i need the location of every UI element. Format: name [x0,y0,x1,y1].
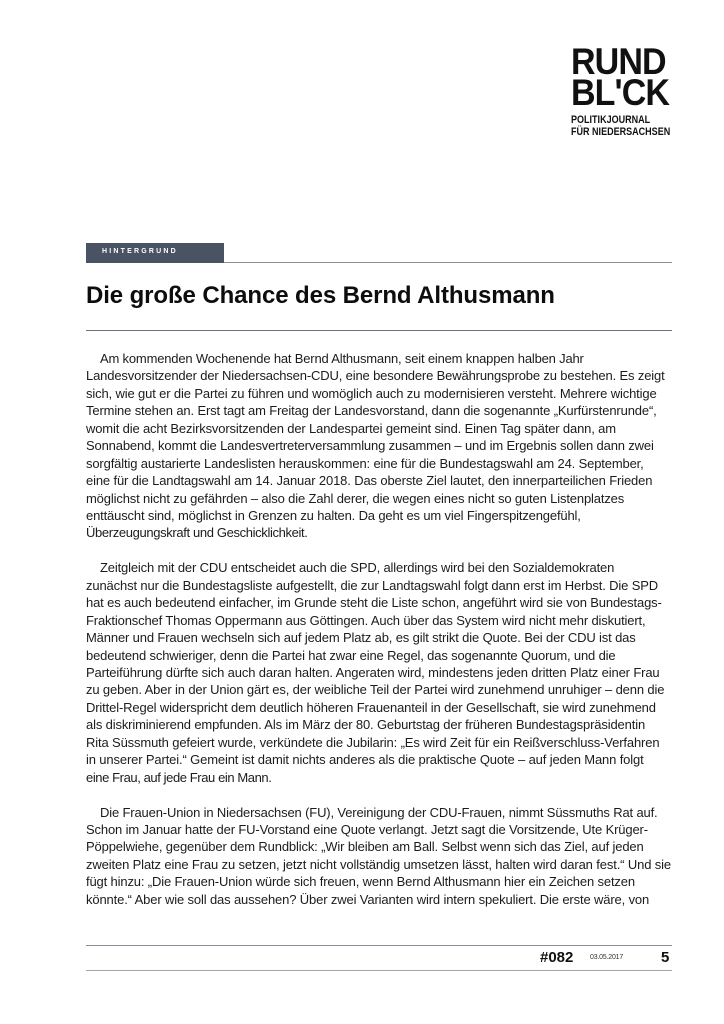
section-label: HINTERGRUND [102,248,178,255]
paragraph-line: in unserer Partei.“ Gemeint ist damit nichts anderes als die praktische Quote – auf jeden Mann folgt [86,752,644,768]
paragraph-line: Fraktionschef Thomas Oppermann aus Göttingen. Auch über das System wird nicht mehr diskutiert, [86,612,646,628]
paragraph-line: Parteiführung dürfte sich auch daran halten. Angeraten wird, mindestens jeden dritten Platz einer Frau [86,664,660,680]
section-label-bar [86,243,224,263]
paragraph-line: könnte.“ Aber wie soll das aussehen? Über zwei Varianten wird intern spekuliert. Die erste wäre, von [86,891,650,907]
paragraph-line: womit die acht Bezirksvorsitzenden der Landespartei gemeint sind. Einen Tag später dann, am [86,420,616,436]
section-divider [224,262,672,263]
paragraph-line: Sonnabend, kommt die Landesvertreterversammlung zusammen – und im Ergebnis sollen dann zwei [86,438,654,454]
title-divider [86,330,672,331]
paragraph-line: bedeutend schwieriger, denn die Partei hat zwar eine Regel, das sogenannte Quorum, und die [86,647,616,663]
paragraph-line: Pöppelwiehe, gegenüber dem Rundblick: „Wir bleiben am Ball. Selbst wenn sich das Ziel, auf jeden [86,839,644,855]
paragraph-line: möglichst nicht zu gefährden – also die Zahl derer, die wegen eines nicht so guten Listenplatzes [86,490,625,506]
paragraph-line: enttäuscht sind, möglichst in Grenzen zu halten. Da geht es um viel Fingerspitzengefühl, [86,507,581,523]
paragraph-line: Männer und Frauen wechseln sich auf jedem Platz ab, es gilt strikt die Quote. Bei der CDU ist das [86,630,636,646]
paragraph-line: Die Frauen-Union in Niedersachsen (FU), Vereinigung der CDU-Frauen, nimmt Süssmuths Rat auf. [100,804,658,820]
paragraph-line: Landesvorsitzender der Niedersachsen-CDU, eine besondere Bewährungsprobe zu bestehen. Es zeigt [86,368,665,384]
paragraph-line: Am kommenden Wochenende hat Bernd Althusmann, seit einem knappen halben Jahr [100,351,584,366]
paragraph [86,350,686,542]
logo-subtitle-2: FÜR NIEDERSACHSEN [571,126,671,138]
paragraph-line: Termine stehen an. Erst tagt am Freitag der Landesvorstand, dann die sogenannte „Kurfürstenrunde“, [86,403,657,419]
logo-word-blick: BL'CK [571,72,670,113]
issue-number: #082 [540,949,574,966]
paragraph-line: Drittel-Regel widerspricht dem deutlich höheren Frauenanteil in der Gesellschaft, sie wird zunehmend [86,699,656,715]
paragraph-line: eine für die Landtagswahl am 14. Januar 2018. Das oberste Ziel lautet, den innerparteilichen Frieden [86,473,653,489]
issue-date: 03.05.2017 [590,954,624,961]
paragraph-line: als diskriminierend empfunden. Als im März der 80. Geburtstag der früheren Bundestagspräsidentin [86,717,646,733]
paragraph [86,804,686,909]
paragraph-line: Überzeugungskraft und Geschicklichkeit. [86,525,308,541]
paragraph [86,559,686,786]
footer-divider-bottom [86,970,672,971]
paragraph-line: zunächst nur die Bundestagsliste aufgestellt, die zur Landtagswahl folgt dann erst im Herbst. Die SPD [86,577,659,593]
page-number: 5 [661,949,670,966]
article-title: Die große Chance des Bernd Althusmann [86,282,555,309]
footer-divider-top [86,945,672,946]
paragraph-line: zu geben. Aber in der Union gärt es, der weibliche Teil der Partei wird zunehmend unruhiger – denn die [86,682,665,698]
paragraph-line: sorgfältig austarierte Landeslisten herauskommen: eine für die Bundestagswahl am 24. September, [86,455,644,471]
paragraph-line: eine Frau, auf jede Frau ein Mann. [86,769,272,785]
paragraph-line: sich, wie gut er die Partei zu führen und womöglich auch zu modernisieren versteht. Mehrere wichtige [86,385,657,401]
logo-subtitle-1: POLITIKJOURNAL [571,114,651,126]
article-body [86,350,686,926]
paragraph-line: fügt hinzu: „Die Frauen-Union würde sich freuen, wenn Bernd Althusmann hier ein Zeichen setzen [86,874,635,890]
paragraph-line: Schon im Januar hatte der FU-Vorstand eine Quote verlangt. Jetzt sagt die Vorsitzende, Ute Krüger- [86,821,648,837]
paragraph-line: Zeitgleich mit der CDU entscheidet auch die SPD, allerdings wird bei den Sozialdemokraten [100,560,615,576]
paragraph-line: Rita Süssmuth gefeiert wurde, verkündete die Jubilarin: „Es wird Zeit für ein Reißverschluss-Verfahren [86,734,660,750]
paragraph-line: zweiten Platz eine Frau zu setzen, jetzt nicht vollständig umsetzen lässt, halten wird daran fest.“ Und sie [86,856,672,872]
paragraph-line: hat es auch bedeutend einfacher, im Grunde steht die Liste schon, angeführt wird sie von Bundestags- [86,595,662,611]
logo-word-rund: RUND [571,41,666,82]
rundblick-logo [571,41,681,138]
